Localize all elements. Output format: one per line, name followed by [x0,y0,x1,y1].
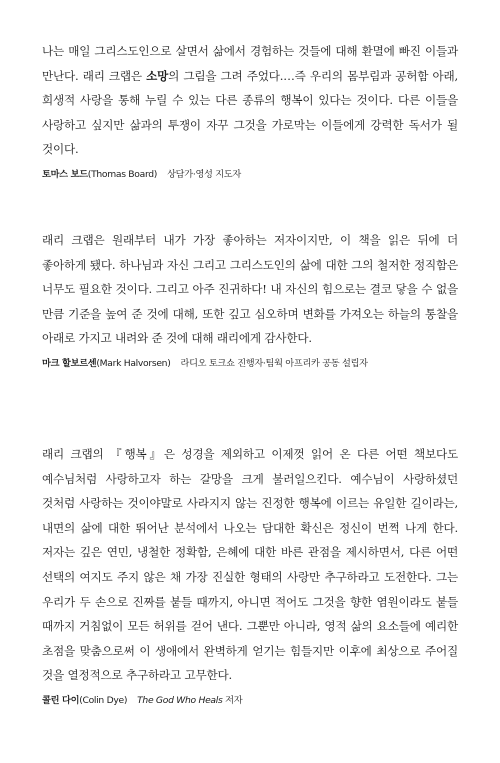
endorsement-attribution [42,694,458,708]
endorser-role: 라디오 토크쇼 진행자·팀웍 아프리카 공동 설립자 [180,357,368,369]
quote-text-before: 나는 매일 그리스도인으로 살면서 삶에서 경험하는 것들에 대해 환멸에 빠진 이들과 만난다. 래리 크랩은 [42,44,458,83]
endorsement-colin-dye [42,442,458,708]
endorsement-thomas-board [42,39,458,182]
endorsement-attribution [42,357,458,371]
book-title: The God Who Heals [137,694,223,706]
quote-text-after: 의 그림을 그려 주었다.…즉 우리의 몸부림과 공허함 아래, 희생적 사랑을 통해 누릴 수 있는 다른 종류의 행복이 있다는 것이다. 다른 이들을 사랑하고 싶지만 삶과의 투쟁이 자꾸 그것을 가로막는 이들에게 강력한 독서가 될 것이다. [42,68,458,157]
endorsement-quote: 래리 크랩의 『행복』은 성경을 제외하고 이제껏 읽어 온 다른 어떤 책보다도 예수님처럼 사랑하고자 하는 갈망을 크게 불러일으킨다. 예수님이 사랑하셨던 것처럼 사랑하는 것이야말로 사라지지 않는 진정한 행복에 이르는 유일한 길이라는, 내면의 삶에 대한 뛰어난 분석에서 나오는 담대한 확신은 정신이 번쩍 나게 한다. 저자는 깊은 연민, 냉철한 정확함, 은혜에 대한 바른 관점을 제시하면서, 다른 어떤 선택의 여지도 주지 않은 채 가장 진실한 형태의 사랑만 추구하라고 도전한다. 그는 우리가 두 손으로 진짜를 붙들 때까지, 아니면 적어도 그것을 향한 염원이라도 붙들 때까지 거침없이 모든 허위를 걷어 낸다. 그뿐만 아니라, 영적 삶의 요소들에 예리한 초점을 맞춤으로써 이 생애에서 완벽하게 얻기는 힘들지만 이후에 최상으로 주어질 것을 열정적으로 추구하라고 고무한다. [42,447,458,683]
endorser-role: 상담가·영성 지도자 [167,168,241,180]
endorser-name-korean: 콜린 다이 [42,694,80,706]
endorser-name-latin: (Colin Dye) [79,694,128,706]
endorser-name-latin: (Mark Halvorsen) [96,357,171,369]
quote-highlight: 소망 [146,68,169,83]
endorsement-mark-halvorsen [42,228,458,371]
endorser-name-korean: 마크 할보르센 [42,357,97,369]
endorser-name-korean: 토마스 보드 [42,168,88,180]
endorsement-quote: 래리 크랩은 원래부터 내가 가장 좋아하는 저자이지만, 이 책을 읽은 뒤에 더 좋아하게 됐다. 하나님과 자신 그리고 그리스도인의 삶에 대한 그의 철저한 정직함은 너무도 필요한 것이다. 그리고 아주 진귀하다! 내 자신의 힘으로는 결코 닿을 수 없을 만큼 기준을 높여 준 것에 대해, 또한 깊고 심오하며 변화를 가져오는 하늘의 통찰을 아래로 가지고 내려와 준 것에 대해 래리에게 감사한다. [42,233,458,346]
endorser-name [42,169,157,180]
endorser-name [42,358,171,369]
endorser-name-latin: (Thomas Board) [87,168,158,180]
endorsement-attribution [42,168,458,182]
endorsement-quote [42,39,458,162]
endorser-name [42,695,127,706]
book-suffix: 저자 [222,694,243,706]
